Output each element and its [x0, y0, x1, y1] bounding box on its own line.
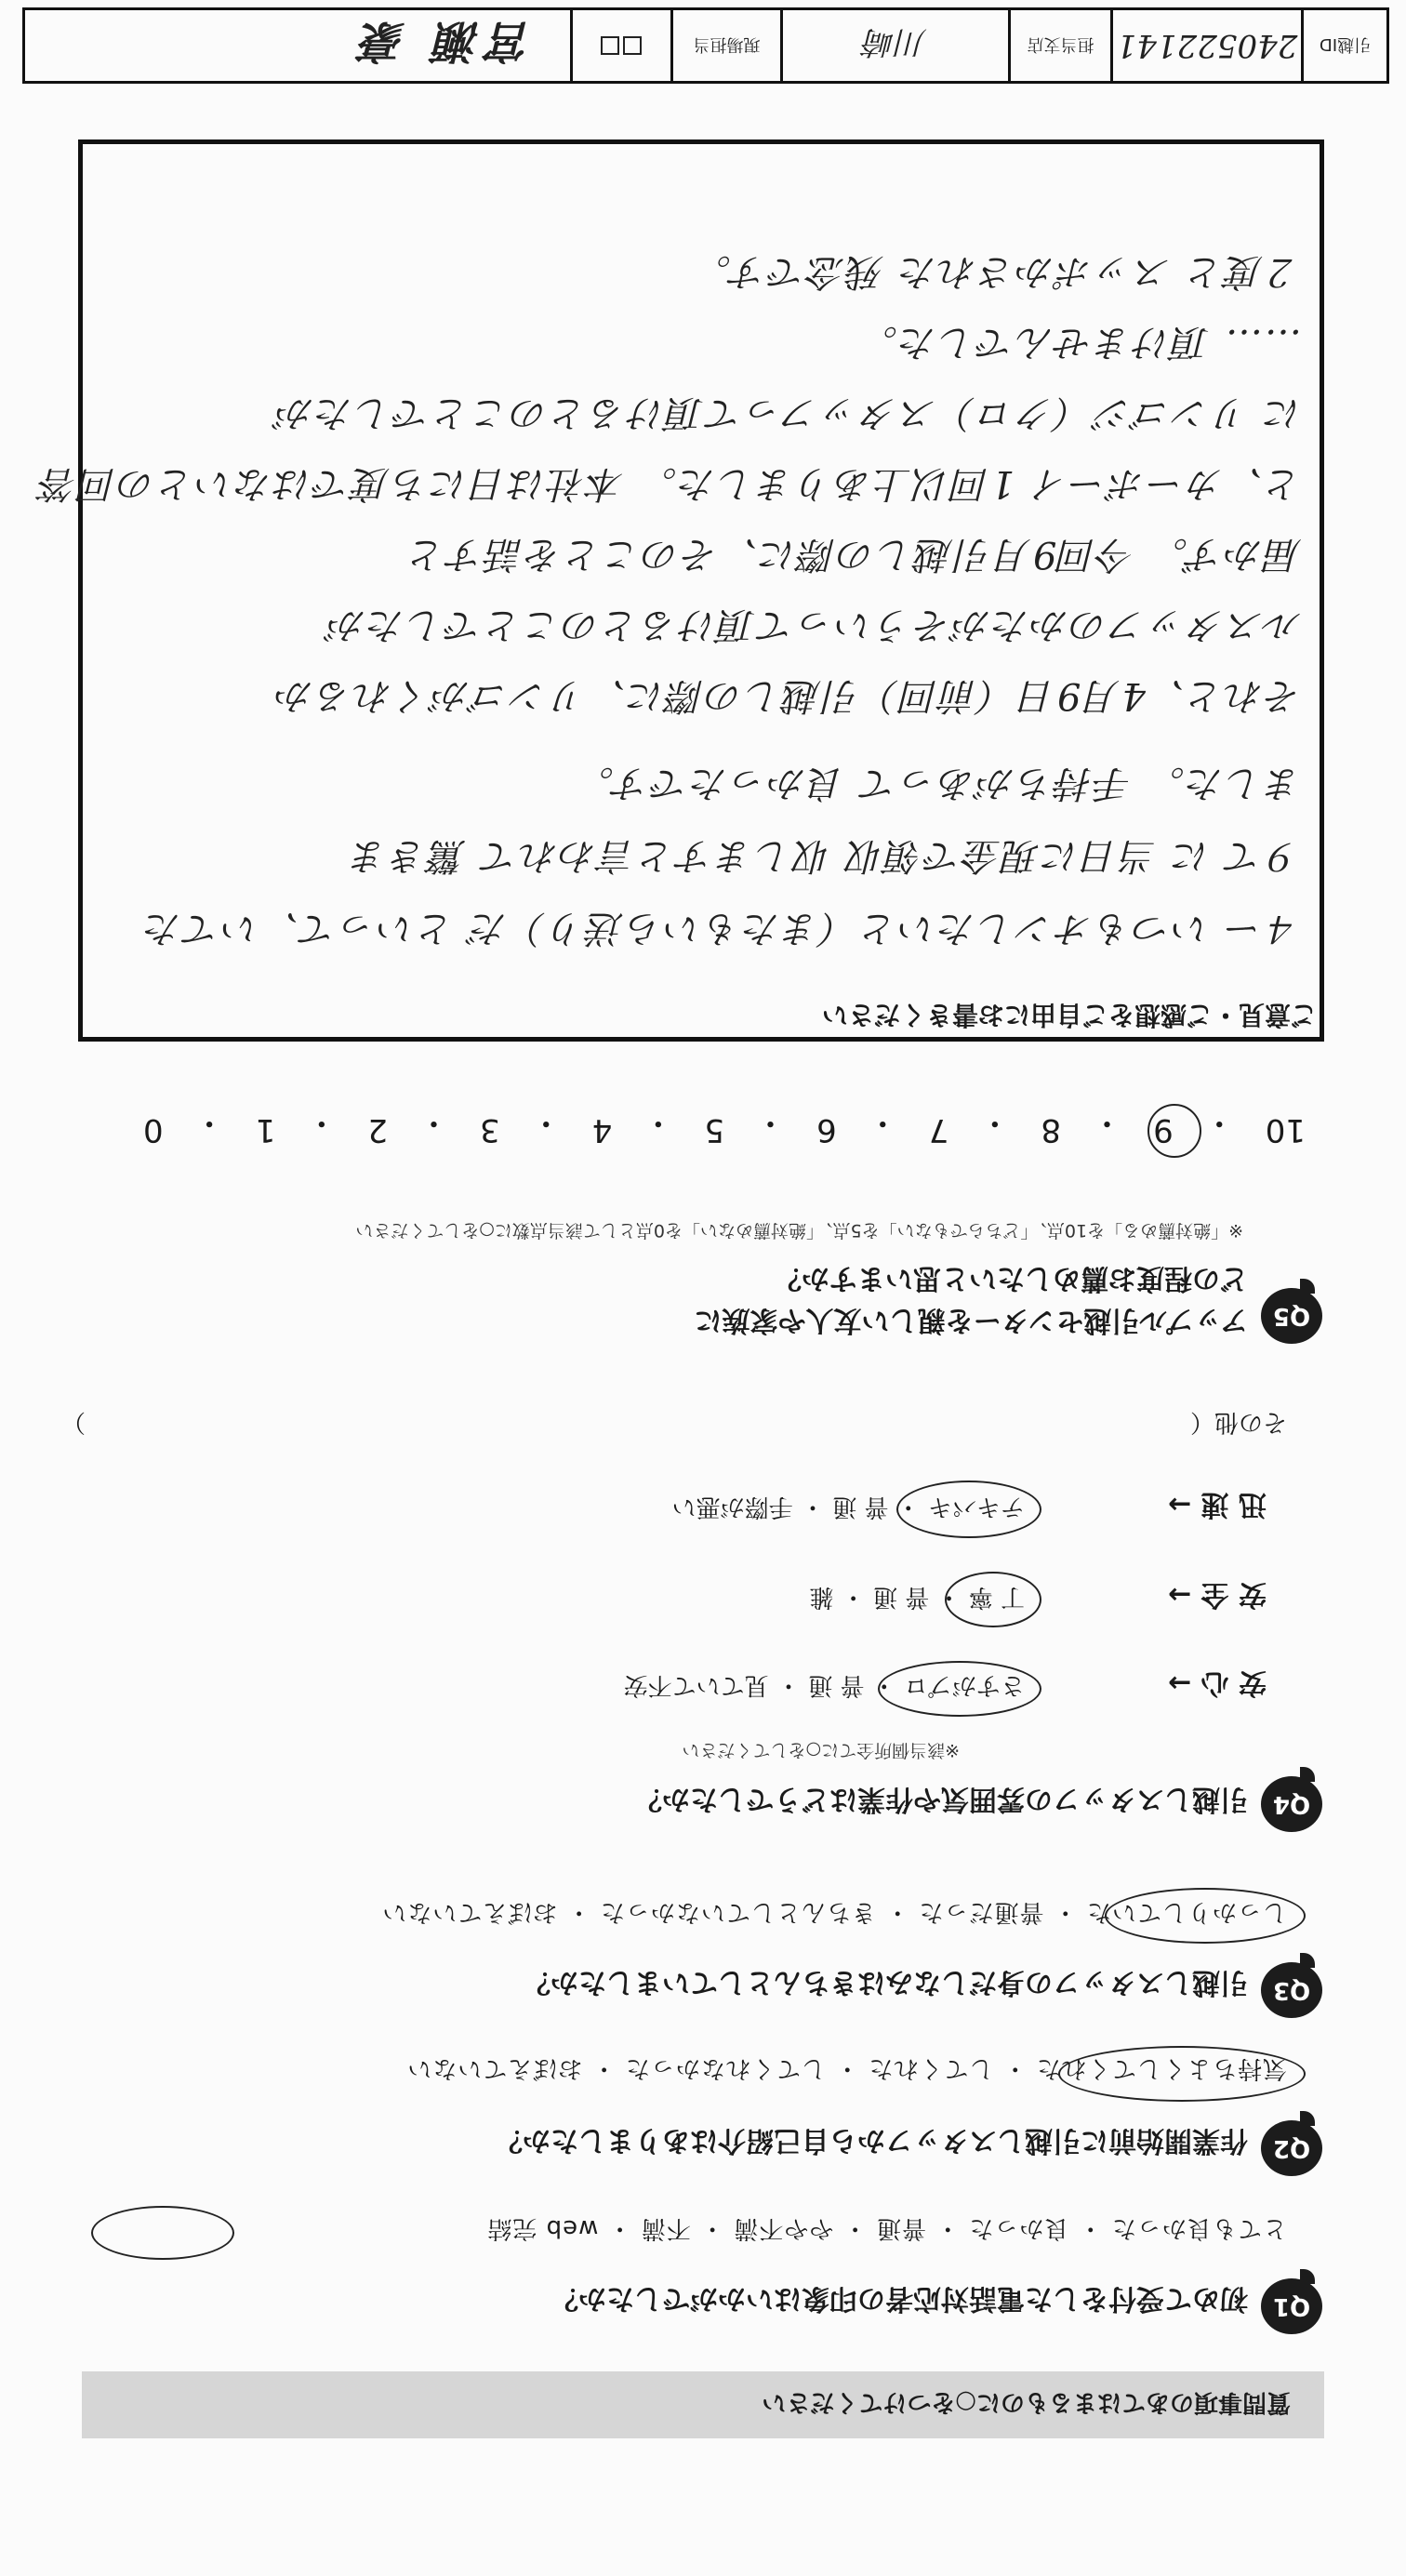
q4-row-label-1: 安 心 →: [1167, 1666, 1267, 1699]
score-3: 3: [480, 1111, 500, 1149]
comment-line-6: 届かず。 今回9月引越しの際に、そのことを話すと: [406, 533, 1302, 576]
comment-line-4: それと、4月9日（前回）引越しの際に、リンゴがくれるか: [274, 674, 1302, 717]
score-7: 7: [928, 1111, 949, 1149]
q1-badge: [1261, 2278, 1322, 2334]
q2-selected-circle: [1058, 2046, 1306, 2102]
instruction-text: 質問事項のあてはまるものに○をつけてください: [762, 2388, 1291, 2417]
comment-box-title: ご意見・ご感想をご自由にお書きください: [821, 1000, 1317, 1030]
q1-number: Q1: [1272, 2292, 1311, 2320]
id-label-cell: [1301, 10, 1386, 81]
q5-question-line1: アップル引越センターを親しい友人や家族に: [694, 1304, 1248, 1336]
q3-question: 引越しスタッフの身だしなみはきちんとしていましたか？: [523, 1966, 1248, 1998]
q4-other-label: その他（: [1189, 1408, 1287, 1436]
score-2: 2: [367, 1111, 388, 1149]
q4-row-options-1: さすがプロ ・ 普 通 ・ 見ていて不安: [623, 1671, 1025, 1699]
q4-row-label-2: 安 全 →: [1167, 1578, 1267, 1611]
q4-note: ※該当個所全てに○をしてください: [682, 1740, 960, 1760]
id-label: 引越ID: [1319, 34, 1372, 54]
q4-other-close: ）: [60, 1408, 86, 1436]
q1-options: とても良かった ・ 良かった ・ 普通 ・ やや不満 ・ 不満 ・ web 完結: [486, 2214, 1287, 2242]
score-0: 0: [143, 1111, 164, 1149]
branch-label: 担当支店: [1027, 34, 1094, 54]
q4-question: 引越しスタッフの雰囲気や作業はどうでしたか？: [634, 1783, 1248, 1815]
q5-score-scale: 10 ・ 9 ・ 8 ・ 7 ・ 6 ・ 5 ・ 4 ・ 3 ・ 2 ・ 1 ・ 0: [143, 1104, 1306, 1149]
q1-selected-circle: [91, 2206, 234, 2260]
q4-row2-selected-circle: [945, 1572, 1041, 1627]
q5-number: Q5: [1272, 1302, 1311, 1330]
q2-badge: [1261, 2120, 1322, 2176]
q4-row3-selected-circle: [896, 1481, 1041, 1538]
q3-number: Q3: [1272, 1976, 1311, 2004]
id-value: 240522141: [1116, 27, 1298, 64]
comment-line-1: ４ー いつもオンしたいと（またもいら送り）だ といって、いてた: [142, 907, 1302, 949]
comment-line-10: ２度と スッポかされた 残念です。: [692, 250, 1302, 293]
q2-question: 作業開始前に引越しスタッフから自己紹介はありましたか？: [495, 2124, 1248, 2157]
score-10: 10: [1265, 1111, 1306, 1149]
score-1: 1: [255, 1111, 276, 1149]
leader-signature: 宮瀬 豪: [353, 15, 533, 68]
q5-question-line2: どの程度お薦めしたいと思いますか？: [774, 1262, 1248, 1295]
leader-label: 現場担当: [693, 34, 761, 54]
comment-line-7: と、カーボーイ 1回以上ありました。 本社は日にち度ではないとの回答: [38, 462, 1302, 505]
q5-badge: [1261, 1288, 1322, 1344]
q4-row1-selected-circle: [878, 1661, 1041, 1717]
score-5: 5: [704, 1111, 725, 1149]
leader-extra-cell: [570, 10, 670, 81]
q1-question: 初めて受付をした電話対応者の印象はいかがでしたか？: [550, 2282, 1248, 2315]
instruction-banner: [82, 2371, 1324, 2438]
q2-number: Q2: [1272, 2134, 1311, 2162]
comment-line-9: …… 頂けませんでした。: [858, 321, 1302, 364]
q4-row-options-2: 丁 寧 ・ 普 通 ・ 雑: [809, 1583, 1025, 1611]
q4-badge: [1261, 1776, 1322, 1832]
q4-number: Q4: [1272, 1790, 1311, 1818]
q3-options: しっかりしていた ・ 普通だった ・ きちんとしていなかった ・ おぼえていない: [381, 1898, 1287, 1926]
q2-options: 気持ちよくしてくれた ・ してくれた ・ してくれなかった ・ おぼえていない: [406, 2054, 1287, 2082]
leader-value-cell: [25, 10, 570, 81]
q4-row-options-3: テキパキ ・ 普 通 ・ 手際が悪い: [671, 1493, 1025, 1520]
q5-note: ※「絶対薦める」を10点、「どちらでもない」を5点、「絶対薦めない」を0点として該当点数に○をしてください: [355, 1220, 1243, 1241]
staff-info-table: [22, 7, 1389, 84]
branch-label-cell: [1008, 10, 1110, 81]
score-8: 8: [1041, 1111, 1062, 1149]
q5-selected-circle: [1147, 1104, 1201, 1158]
branch-value: 川崎: [864, 23, 927, 61]
id-value-cell: [1110, 10, 1301, 81]
score-9: 9: [1153, 1111, 1174, 1149]
q3-badge: [1261, 1962, 1322, 2018]
branch-value-cell: [780, 10, 1008, 81]
score-4: 4: [591, 1111, 613, 1149]
score-6: 6: [816, 1111, 837, 1149]
comment-line-2: ９て に 当日に現金で領収 収しますと言われて 驚きま: [349, 834, 1302, 877]
comment-line-5: ルスタッフのかたがそういって頂けるとのことでしたが: [326, 604, 1302, 646]
q3-selected-circle: [1105, 1888, 1306, 1944]
comment-line-3: ました。 手持ちがあって 良かったです。: [575, 762, 1302, 804]
comment-line-8: に リンゴジ（クロ）スタッフって頂けるとのことでしたが: [274, 392, 1302, 434]
leader-label-cell: [670, 10, 780, 81]
q4-row-label-3: 迅 速 →: [1167, 1488, 1267, 1520]
